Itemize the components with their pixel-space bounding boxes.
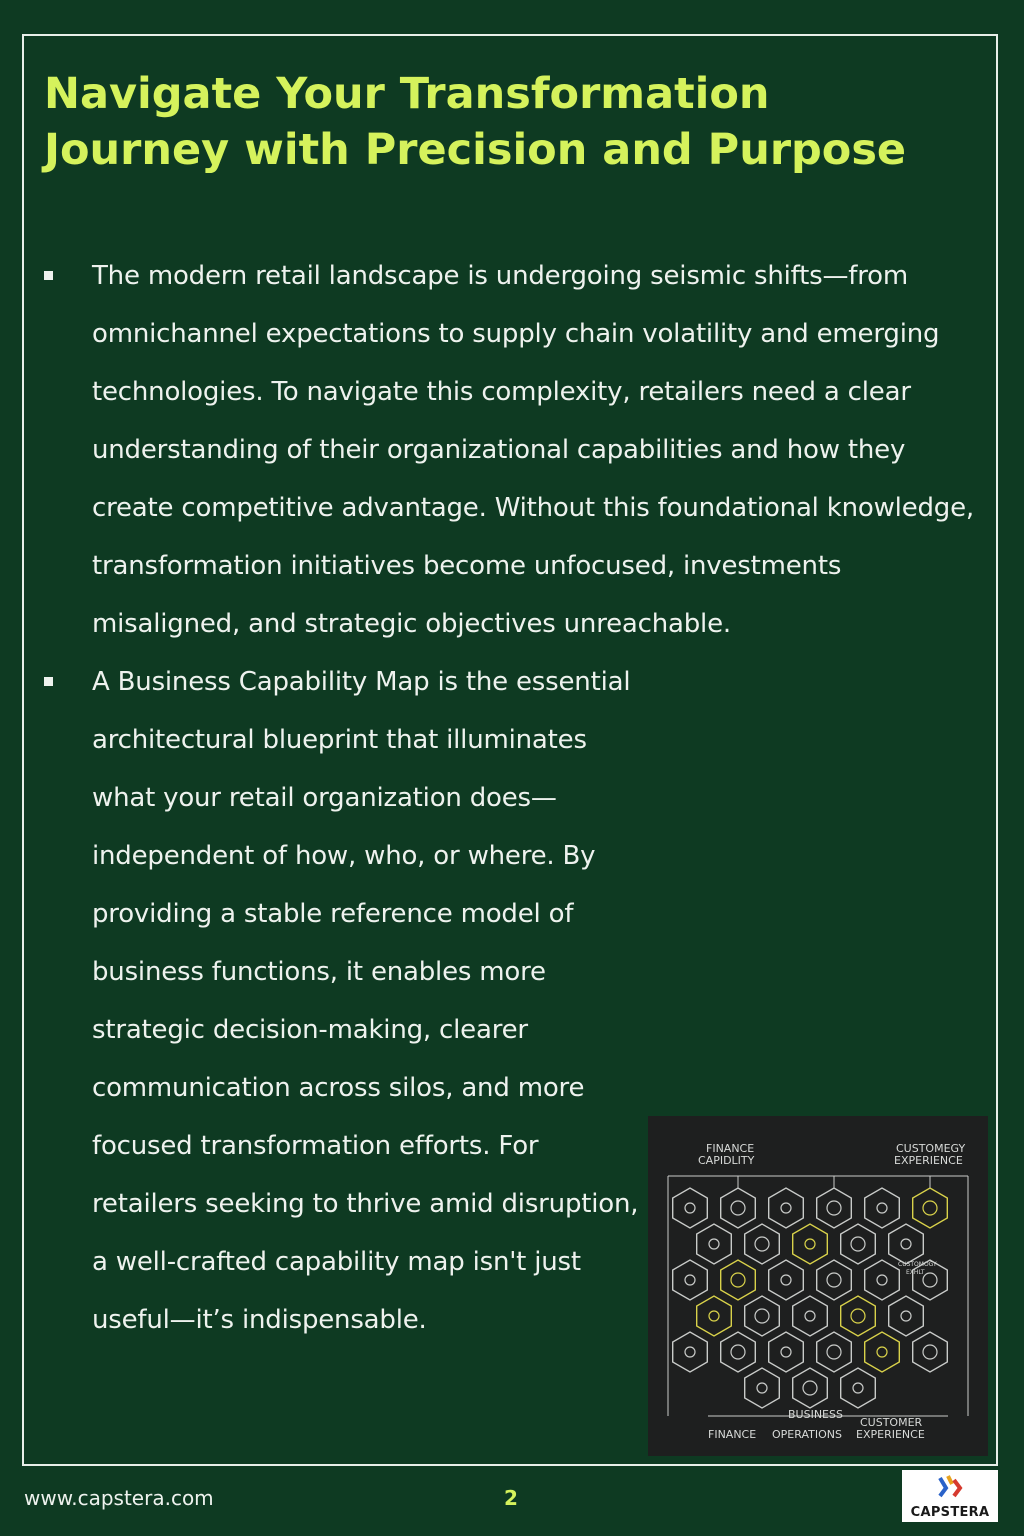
capability-hexagon xyxy=(673,1332,708,1372)
figure-label-finance-capability-2: CAPIDLITY xyxy=(698,1154,755,1167)
capability-node-icon xyxy=(827,1273,841,1287)
capability-node-icon xyxy=(853,1383,863,1393)
capability-node-icon xyxy=(901,1239,911,1249)
figure-label-inner-2: EXHLT xyxy=(906,1269,925,1276)
capability-node-icon xyxy=(805,1239,815,1249)
figure-label-finance: FINANCE xyxy=(708,1428,757,1441)
capability-node-icon xyxy=(781,1275,791,1285)
capability-node-icon xyxy=(731,1273,745,1287)
footer-website-link[interactable]: www.capstera.com xyxy=(24,1486,214,1510)
page-title xyxy=(44,66,984,178)
figure-label-experience: EXPERIENCE xyxy=(856,1428,925,1441)
square-bullet-icon xyxy=(44,271,53,280)
capability-node-icon xyxy=(923,1345,937,1359)
capability-node-icon xyxy=(923,1273,937,1287)
capability-node-icon xyxy=(923,1201,937,1215)
capability-node-icon xyxy=(685,1203,695,1213)
capability-hexagon xyxy=(721,1260,756,1300)
capability-hexagon xyxy=(889,1224,924,1264)
figure-label-customegy-2: EXPERIENCE xyxy=(894,1154,963,1167)
capability-node-icon xyxy=(803,1381,817,1395)
title-line-2: Journey with Precision and Purpose xyxy=(44,125,907,175)
capstera-logo xyxy=(902,1470,998,1522)
capability-node-icon xyxy=(731,1201,745,1215)
figure-label-inner: CUSTOMOGY xyxy=(898,1261,937,1268)
capability-node-icon xyxy=(877,1203,887,1213)
capability-node-icon xyxy=(731,1345,745,1359)
capability-hexagon xyxy=(817,1332,852,1372)
capability-hexagon xyxy=(769,1188,804,1228)
capability-hexagon xyxy=(817,1188,852,1228)
capability-hexagon xyxy=(865,1188,900,1228)
capability-node-icon xyxy=(781,1203,791,1213)
capability-hexagon xyxy=(745,1296,780,1336)
capability-map-graphic xyxy=(648,1116,988,1456)
capability-hexagon xyxy=(793,1368,828,1408)
capstera-logo-text: CAPSTERA xyxy=(910,1505,990,1520)
capability-hexagon xyxy=(697,1296,732,1336)
capability-node-icon xyxy=(685,1347,695,1357)
figure-label-operations: OPERATIONS xyxy=(772,1428,842,1441)
capstera-logo-icon xyxy=(936,1474,964,1498)
capability-node-icon xyxy=(755,1309,769,1323)
capability-node-icon xyxy=(851,1309,865,1323)
capability-hexagon xyxy=(841,1224,876,1264)
capability-hexagon xyxy=(769,1332,804,1372)
capability-hexagon xyxy=(769,1260,804,1300)
capability-node-icon xyxy=(827,1345,841,1359)
capability-hexagon xyxy=(889,1296,924,1336)
capability-hexagon xyxy=(793,1296,828,1336)
hexagon-network xyxy=(673,1188,948,1408)
figure-label-customegy: CUSTOMEGY xyxy=(896,1142,966,1155)
capability-hexagon xyxy=(721,1332,756,1372)
capability-hexagon xyxy=(913,1188,948,1228)
figure-label-customer: CUSTOMER xyxy=(860,1416,923,1429)
capability-node-icon xyxy=(851,1237,865,1251)
capability-node-icon xyxy=(757,1383,767,1393)
capability-node-icon xyxy=(877,1347,887,1357)
figure-label-finance-capability: FINANCE xyxy=(706,1142,755,1155)
capability-hexagon xyxy=(745,1368,780,1408)
bullet-text: The modern retail landscape is undergoing seismic shifts—from omnichannel expectations to supply chain volatility and emerging technologies. To navigate this complexity, retailers need a clear understanding of their organizational capabilities and how they create competitive advantage. Without this foundational knowledge, transformation initiatives become unfocused, investments misaligned, and strategic objectives unreachable. xyxy=(92,261,974,639)
capability-hexagon xyxy=(673,1260,708,1300)
capability-hexagon xyxy=(793,1224,828,1264)
title-line-1: Navigate Your Transformation xyxy=(44,69,770,119)
capability-node-icon xyxy=(901,1311,911,1321)
capability-hexagon xyxy=(697,1224,732,1264)
capability-node-icon xyxy=(709,1311,719,1321)
capability-map-illustration xyxy=(648,1116,988,1456)
capability-node-icon xyxy=(805,1311,815,1321)
capability-hexagon xyxy=(865,1260,900,1300)
capability-node-icon xyxy=(877,1275,887,1285)
capability-hexagon xyxy=(817,1260,852,1300)
capability-node-icon xyxy=(781,1347,791,1357)
capability-node-icon xyxy=(755,1237,769,1251)
page-number: 2 xyxy=(504,1486,518,1510)
capability-hexagon xyxy=(865,1332,900,1372)
capability-hexagon xyxy=(673,1188,708,1228)
capability-node-icon xyxy=(685,1275,695,1285)
capability-hexagon xyxy=(841,1368,876,1408)
capability-node-icon xyxy=(709,1239,719,1249)
capability-hexagon xyxy=(913,1332,948,1372)
bullet-text: A Business Capability Map is the essential architectural blueprint that illuminates what your retail organization does—independent of how, who, or where. By providing a stable reference model of business functions, it enables more strategic decision-making, clearer communication across silos, and more focused transformation efforts. For retailers seeking to thrive amid disruption, a well-crafted capability map isn't just useful—it’s indispensable. xyxy=(92,667,639,1335)
capability-hexagon xyxy=(841,1296,876,1336)
capability-hexagon xyxy=(721,1188,756,1228)
figure-label-business: BUSINESS xyxy=(788,1408,843,1421)
bullet-item xyxy=(44,247,984,653)
square-bullet-icon xyxy=(44,677,53,686)
capability-hexagon xyxy=(745,1224,780,1264)
capability-node-icon xyxy=(827,1201,841,1215)
